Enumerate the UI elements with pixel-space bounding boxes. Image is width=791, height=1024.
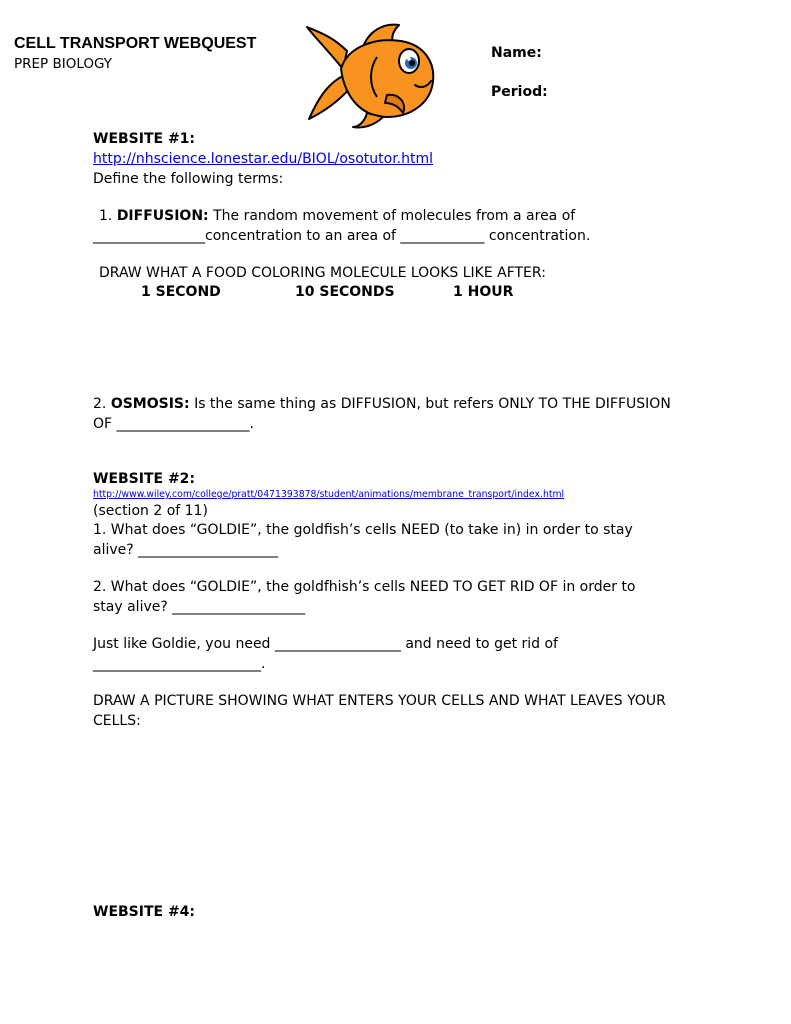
goldfish-icon <box>303 17 439 129</box>
diffusion-term: DIFFUSION: <box>116 208 209 224</box>
diffusion-definition: The random movement of molecules from a area of <box>213 208 576 224</box>
draw-cells-prompt-cont: CELLS: <box>93 713 141 729</box>
goldie-rid-question: 2. What does “GOLDIE”, the goldfhish’s cells NEED TO GET RID OF in order to <box>93 579 636 595</box>
website2-heading: WEBSITE #2: <box>93 471 196 487</box>
website2-section: (section 2 of 11) <box>93 503 208 519</box>
osmosis-question <box>93 395 671 414</box>
osmosis-definition: Is the same thing as DIFFUSION, but refers ONLY TO THE DIFFUSION <box>194 396 671 412</box>
question-number: 2. <box>93 396 107 412</box>
time-label-1-second: 1 SECOND <box>141 284 221 300</box>
period-label: Period: <box>491 84 548 100</box>
time-label-10-seconds: 10 SECONDS <box>295 284 395 300</box>
question-number: 1. <box>99 208 113 224</box>
osmosis-term: OSMOSIS: <box>110 396 190 412</box>
website1-instruction: Define the following terms: <box>93 171 284 187</box>
osmosis-blank: OF ___________________. <box>93 416 254 432</box>
draw-prompt: DRAW WHAT A FOOD COLORING MOLECULE LOOKS LIKE AFTER: <box>99 265 546 281</box>
goldie-rid-blank: stay alive? ___________________ <box>93 599 306 615</box>
name-label: Name: <box>491 45 542 61</box>
website2-link[interactable]: http://www.wiley.com/college/pratt/0471393878/student/animations/membrane_transport/index.html <box>93 489 565 500</box>
diffusion-question <box>99 207 575 226</box>
time-label-1-hour: 1 HOUR <box>453 284 514 300</box>
you-rid-blank: ________________________. <box>93 656 266 672</box>
website1-heading: WEBSITE #1: <box>93 131 196 147</box>
page-title: CELL TRANSPORT WEBQUEST <box>14 35 257 52</box>
goldie-need-question: 1. What does “GOLDIE”, the goldfish’s cells NEED (to take in) in order to stay <box>93 522 633 538</box>
website4-heading: WEBSITE #4: <box>93 904 196 920</box>
website1-link[interactable]: http://nhscience.lonestar.edu/BIOL/osotutor.html <box>93 151 433 167</box>
draw-cells-prompt: DRAW A PICTURE SHOWING WHAT ENTERS YOUR CELLS AND WHAT LEAVES YOUR <box>93 693 666 709</box>
page-subtitle: PREP BIOLOGY <box>14 56 113 72</box>
diffusion-blanks: ________________concentration to an area of ____________ concentration. <box>93 228 591 244</box>
goldie-need-blank: alive? ____________________ <box>93 542 279 558</box>
you-need-question: Just like Goldie, you need __________________ and need to get rid of <box>93 636 558 652</box>
